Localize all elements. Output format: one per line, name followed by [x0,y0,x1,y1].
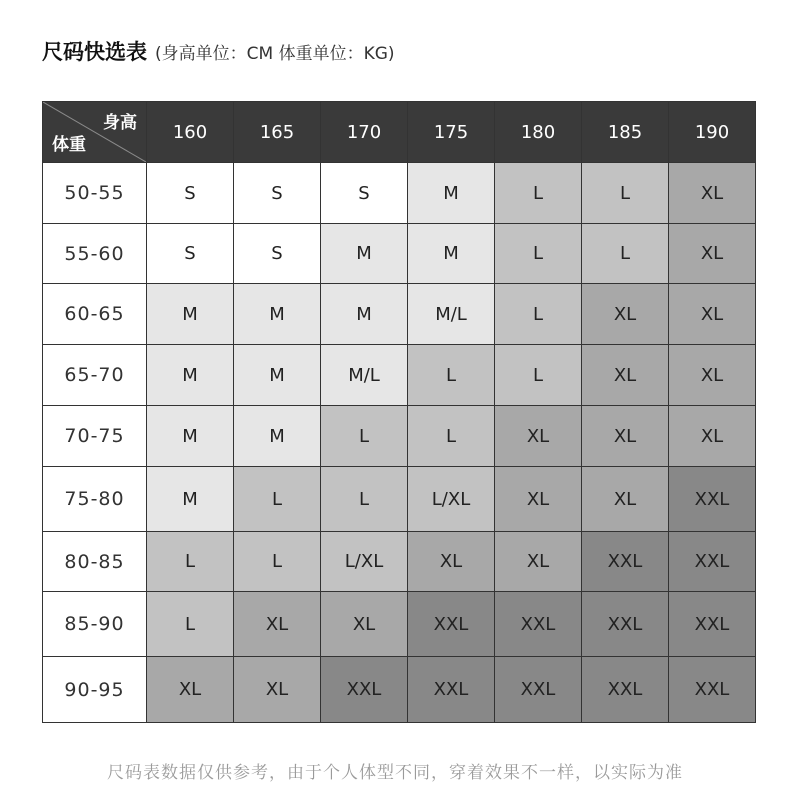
size-cell: S [147,163,234,224]
weight-range-cell: 65-70 [43,345,147,406]
table-header-row [43,102,756,163]
size-cell: L/XL [408,467,495,532]
height-header: 190 [669,102,756,163]
size-cell: L [582,224,669,284]
size-cell: L [495,163,582,224]
size-cell: M [147,284,234,345]
size-cell: L [582,163,669,224]
table-row [43,592,756,657]
size-cell: XL [495,532,582,592]
table-row [43,163,756,224]
corner-header [43,102,147,163]
size-cell: XXL [495,592,582,657]
page-title [42,36,395,70]
size-cell: XL [147,657,234,723]
size-cell: L [321,467,408,532]
weight-range-cell: 50-55 [43,163,147,224]
size-cell: XL [408,532,495,592]
size-cell: M [408,224,495,284]
size-cell: XXL [582,592,669,657]
size-cell: XL [669,284,756,345]
weight-range-cell: 55-60 [43,224,147,284]
size-cell: M [321,284,408,345]
size-cell: XXL [495,657,582,723]
size-cell: L [147,532,234,592]
size-cell: XXL [582,532,669,592]
height-header: 165 [234,102,321,163]
size-cell: XL [321,592,408,657]
table-row [43,224,756,284]
size-cell: L [234,467,321,532]
size-chart-table [42,101,756,723]
size-cell: M [408,163,495,224]
size-cell: L [495,224,582,284]
size-cell: XXL [408,657,495,723]
size-cell: XL [495,467,582,532]
height-header: 180 [495,102,582,163]
size-cell: L [408,345,495,406]
footnote-disclaimer: 尺码表数据仅供参考，由于个人体型不同，穿着效果不一样，以实际为准 [107,763,683,783]
weight-range-cell: 80-85 [43,532,147,592]
height-header: 185 [582,102,669,163]
corner-height-label: 身高 [103,113,137,133]
size-cell: XXL [582,657,669,723]
height-header: 175 [408,102,495,163]
table-row [43,345,756,406]
height-header: 170 [321,102,408,163]
table-row [43,284,756,345]
size-cell: XL [669,163,756,224]
size-cell: XXL [669,467,756,532]
corner-weight-label: 体重 [52,135,86,155]
table-row [43,467,756,532]
size-cell: M/L [321,345,408,406]
weight-range-cell: 60-65 [43,284,147,345]
size-cell: XXL [669,657,756,723]
table-row [43,532,756,592]
size-cell: XL [669,406,756,467]
size-cell: XL [669,345,756,406]
weight-range-cell: 85-90 [43,592,147,657]
weight-range-cell: 70-75 [43,406,147,467]
size-cell: S [234,163,321,224]
size-cell: XL [495,406,582,467]
size-cell: XL [582,345,669,406]
table-row [43,657,756,723]
table-row [43,406,756,467]
table-body [43,163,756,723]
size-cell: M [147,345,234,406]
size-cell: S [147,224,234,284]
size-cell: L [234,532,321,592]
size-cell: XL [669,224,756,284]
size-cell: XL [234,657,321,723]
size-cell: L [495,345,582,406]
size-cell: M [234,345,321,406]
title-main: 尺码快选表 [42,40,147,64]
size-cell: XL [234,592,321,657]
size-cell: L [495,284,582,345]
size-cell: S [234,224,321,284]
size-cell: M [321,224,408,284]
weight-range-cell: 90-95 [43,657,147,723]
height-header: 160 [147,102,234,163]
size-cell: S [321,163,408,224]
size-cell: L/XL [321,532,408,592]
size-cell: XXL [408,592,495,657]
size-cell: XXL [321,657,408,723]
size-cell: M [147,467,234,532]
size-cell: XXL [669,592,756,657]
size-cell: XXL [669,532,756,592]
size-cell: M [234,406,321,467]
size-cell: XL [582,467,669,532]
size-cell: XL [582,284,669,345]
size-cell: XL [582,406,669,467]
weight-range-cell: 75-80 [43,467,147,532]
size-cell: L [147,592,234,657]
size-cell: M [234,284,321,345]
size-cell: M/L [408,284,495,345]
size-cell: L [321,406,408,467]
title-units: (身高单位：CM 体重单位：KG) [155,44,395,64]
size-cell: M [147,406,234,467]
size-cell: L [408,406,495,467]
